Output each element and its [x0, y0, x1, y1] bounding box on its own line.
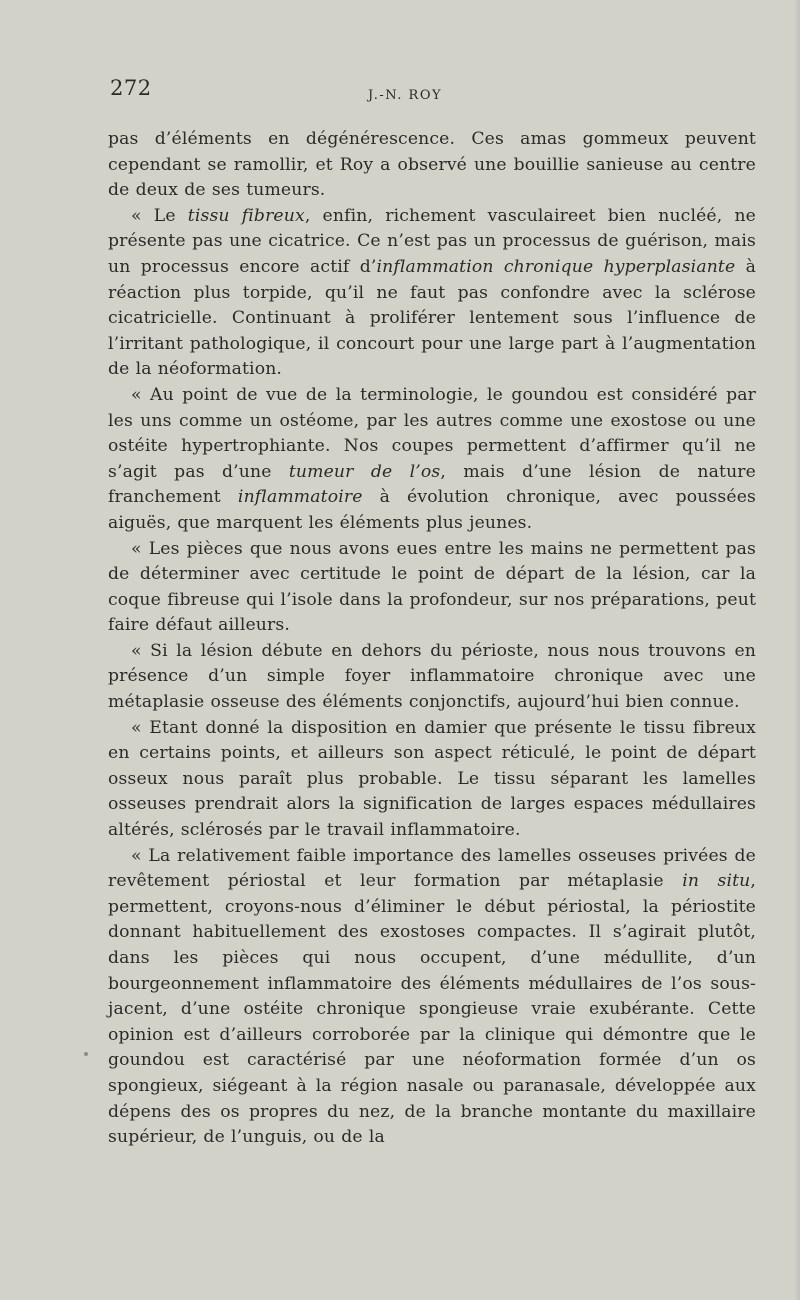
paragraph-7	[108, 844, 756, 1151]
paragraph-3-italic-b: inflammatoire	[237, 487, 363, 508]
paragraph-7-italic-a: in situ	[682, 871, 751, 892]
paragraph-1	[108, 127, 756, 204]
paragraph-2-text-a: « Le	[131, 205, 188, 226]
running-head: J.-N. ROY	[368, 88, 443, 103]
paragraph-2-italic-b: inflammation chronique hyperplasiante	[376, 256, 736, 277]
margin-dot	[84, 1052, 88, 1056]
paragraph-3	[108, 383, 756, 537]
paragraph-2-italic-a: tissu fibreux	[187, 205, 305, 226]
paragraph-5-text: « Si la lésion débute en dehors du périoste, nous nous trouvons en présence d’un simple foyer inflammatoire chronique avec une métaplasie osseuse des éléments conjonctifs, aujourd’hui bien connue.	[108, 640, 756, 713]
paragraph-7-text-b: , permettent, croyons-nous d’éliminer le début périostal, la périostite donnant habituellement des exostoses compactes. Il s’agirait plutôt, dans les pièces qui nous occupent, d’une médullite, d’un bourgeonnement inflammatoire des éléments médullaires de l’os sous-jacent, d’une ostéite chronique spongieuse vraie exubérante. Cette opinion est d’ailleurs corroborée par la clinique qui démontre que le goundou est caractérisé par une néoformation formée d’un os spongieux, siégeant à la région nasale ou paranasale, développée aux dépens des os propres du nez, de la branche montante du maxillaire supérieur, de l’unguis, ou de la	[108, 871, 756, 1148]
paragraph-6-text: « Etant donné la disposition en damier que présente le tissu fibreux en certains points, et ailleurs son aspect réticulé, le point de départ osseux nous paraît plus probable. Le tissu séparant les lamelles osseuses prendrait alors la signification de larges espaces médullaires altérés, sclérosés par le travail inflammatoire.	[108, 717, 756, 841]
paragraph-3-italic-a: tumeur de l’os	[288, 461, 441, 482]
paragraph-6	[108, 716, 756, 844]
body-text	[108, 127, 756, 1151]
paragraph-1-text: pas d’éléments en dégénérescence. Ces amas gommeux peuvent cependant se ramollir, et Roy a observé une bouillie sanieuse au centre de deux de ses tumeurs.	[108, 129, 756, 201]
paragraph-3-text-b: , mais d’une lésion de nature franchement	[108, 461, 756, 508]
paragraph-2-text-b: , enfin, richement vasculaireet bien nucléé, ne présente pas une cicatrice. Ce n’est pas un processus de guérison, mais un processus encore actif d’	[108, 205, 756, 277]
paragraph-7-text-a: « La relativement faible importance des lamelles osseuses privées de revêtement périostal et leur formation par métaplasie	[108, 845, 756, 892]
paragraph-2	[108, 204, 756, 383]
paragraph-5	[108, 639, 756, 716]
paragraph-4	[108, 537, 756, 639]
paragraph-3-text-c: à évolution chronique, avec poussées aiguës, que marquent les éléments plus jeunes.	[108, 487, 756, 533]
page-header	[110, 76, 760, 106]
paragraph-2-text-c: à réaction plus torpide, qu’il ne faut pas confondre avec la sclérose cicatricielle. Continuant à proliférer lentement sous l’influence de l’irritant pathologique, il concourt pour une large part à l’augmentation de la néoformation.	[108, 256, 757, 380]
page-number: 272	[110, 76, 152, 100]
page-edge-shadow	[794, 0, 800, 1300]
paragraph-3-text-a: « Au point de vue de la terminologie, le goundou est considéré par les uns comme un ostéome, par les autres comme une exostose ou une ostéite hypertrophiante. Nos coupes permettent d’affirmer qu’il ne s’agit pas d’une	[108, 384, 756, 482]
paragraph-4-text: « Les pièces que nous avons eues entre les mains ne permettent pas de déterminer avec certitude le point de départ de la lésion, car la coque fibreuse qui l’isole dans la profondeur, sur nos préparations, peut faire défaut ailleurs.	[108, 538, 756, 636]
